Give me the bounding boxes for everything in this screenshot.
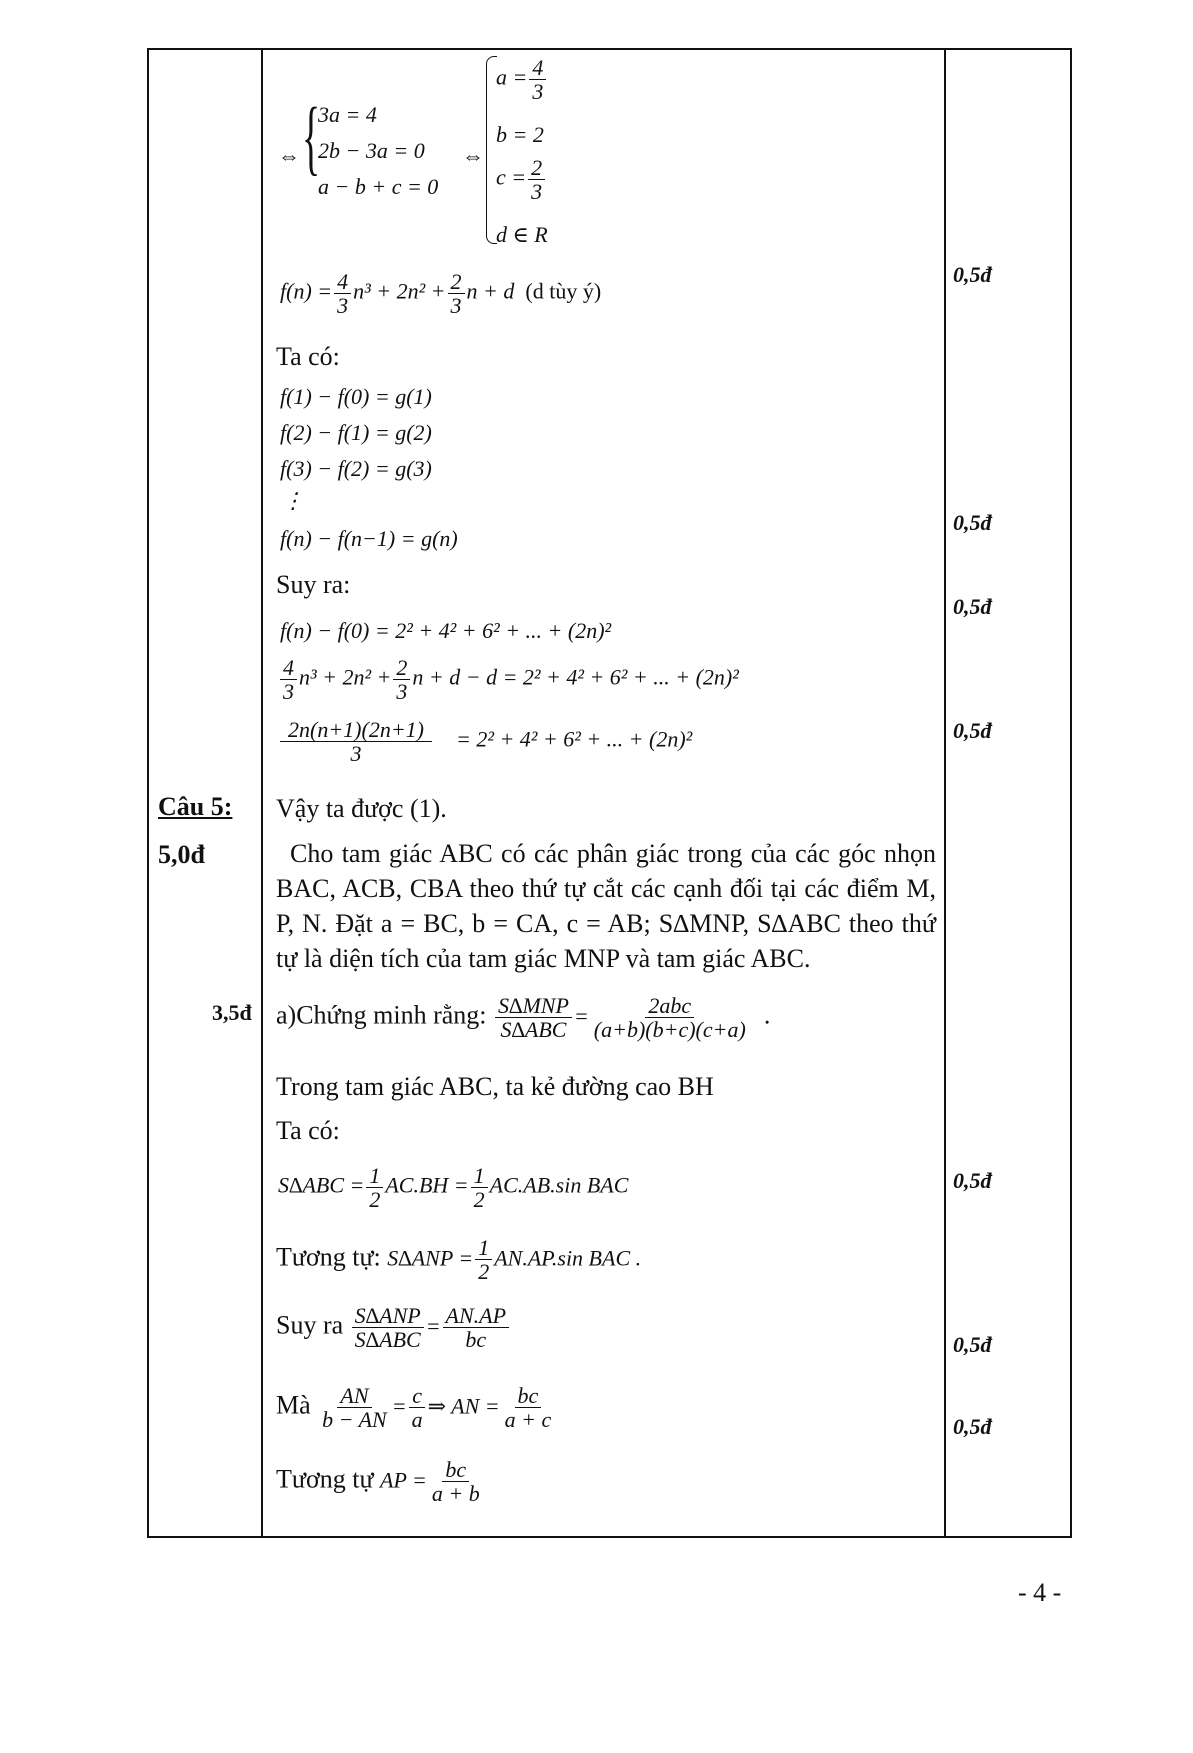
diff-line-2: f(2) − f(1) = g(2) <box>280 420 432 445</box>
score-5: 0,5đ <box>953 1168 992 1193</box>
question-total-score: 5,0đ <box>158 840 205 869</box>
similar-area-formula: Tương tự: S∆ANP = $\frac{1}{2}$ AN.AP.sin BAC . <box>276 1235 642 1285</box>
system2-c: c = $\frac{2}{3}$ <box>496 156 547 203</box>
bisector-formula: Mà $\frac{AN}{b - AN}$ = $\frac{c}{a}$ ⇒ AN = $\frac{bc}{a + c}$ <box>276 1383 552 1433</box>
problem-statement: Cho tam giác ABC có các phân giác trong của các góc nhọn BAC, ACB, CBA theo thứ tự cắt các cạnh đối tại các điểm M, P, N. Đặt a = BC, b = CA, c = AB; S∆MNP, S∆ABC theo thứ tự là diện tích của tam giác MNP và tam giác ABC. <box>276 839 936 973</box>
altitude-text: Trong tam giác ABC, ta kẻ đường cao BH <box>276 1072 714 1101</box>
sum-line-2: $\frac{4}{3}$ n³ + 2n² + $\frac{2}{3}$ n + d − d = 2² + 4² + 6² + ... + (2n)² <box>278 656 739 703</box>
score-2: 0,5đ <box>953 510 992 535</box>
system1-eq2: 2b − 3a = 0 <box>318 138 425 163</box>
equivalence-arrow-1: ⇔ <box>278 143 300 168</box>
system1-eq1: 3a = 4 <box>318 102 377 127</box>
system2-b: b = 2 <box>496 122 544 147</box>
score-6: 0,5đ <box>953 1332 992 1357</box>
system2-a: a = $\frac{4}{3}$ <box>496 56 548 103</box>
part-a-score: 3,5đ <box>212 1000 252 1025</box>
page-number: - 4 - <box>1018 1578 1062 1607</box>
conclusion-text: Vậy ta được (1). <box>276 794 447 823</box>
ta-co-label: Ta có: <box>276 342 340 371</box>
suy-ra-label: Suy ra: <box>276 570 351 599</box>
sum-line-3: $\frac{2n(n+1)(2n+1)}{3}$ = 2² + 4² + 6² + ... + (2n)² <box>278 718 692 765</box>
column-divider-left <box>261 50 263 1536</box>
score-7: 0,5đ <box>953 1414 992 1439</box>
diff-line-n: f(n) − f(n−1) = g(n) <box>280 526 458 551</box>
system2-d: d ∈ R <box>496 222 548 247</box>
diff-line-1: f(1) − f(0) = g(1) <box>280 384 432 409</box>
diff-line-3: f(3) − f(2) = g(3) <box>280 456 432 481</box>
area-formula: S∆ABC = $\frac{1}{2}$ AC.BH = $\frac{1}{2}$ AC.AB.sin BAC <box>278 1163 629 1213</box>
left-brace-1: { <box>302 91 321 184</box>
equivalence-arrow-2: ⇔ <box>462 143 484 168</box>
sum-line-1: f(n) − f(0) = 2² + 4² + 6² + ... + (2n)² <box>280 618 612 643</box>
system1-eq3: a − b + c = 0 <box>318 174 439 199</box>
part-a-statement: a)Chứng minh rằng: $\frac{\text{S∆MNP}}{\text{S∆ABC}}$ = $\frac{\text{2abc}}{(a+b)(b+c)(c+a)}$ . <box>276 993 771 1043</box>
ta-co-label-2: Ta có: <box>276 1116 340 1145</box>
column-divider-right <box>944 50 946 1536</box>
fn-formula: f(n) = $\frac{4}{3}$ n³ + 2n² + $\frac{2}{3}$ n + d (d tùy ý) <box>280 269 602 319</box>
score-4: 0,5đ <box>953 718 992 743</box>
ratio-formula: Suy ra $\frac{\text{S∆ANP}}{\text{S∆ABC}}$ = $\frac{AN.AP}{bc}$ <box>276 1304 511 1351</box>
vertical-ellipsis: ⋮ <box>282 488 304 513</box>
question-label: Câu 5: <box>158 792 233 821</box>
similar-ap-formula: Tương tự AP = $\frac{bc}{a + b}$ <box>276 1457 480 1507</box>
score-1: 0,5đ <box>953 262 992 287</box>
score-3: 0,5đ <box>953 594 992 619</box>
